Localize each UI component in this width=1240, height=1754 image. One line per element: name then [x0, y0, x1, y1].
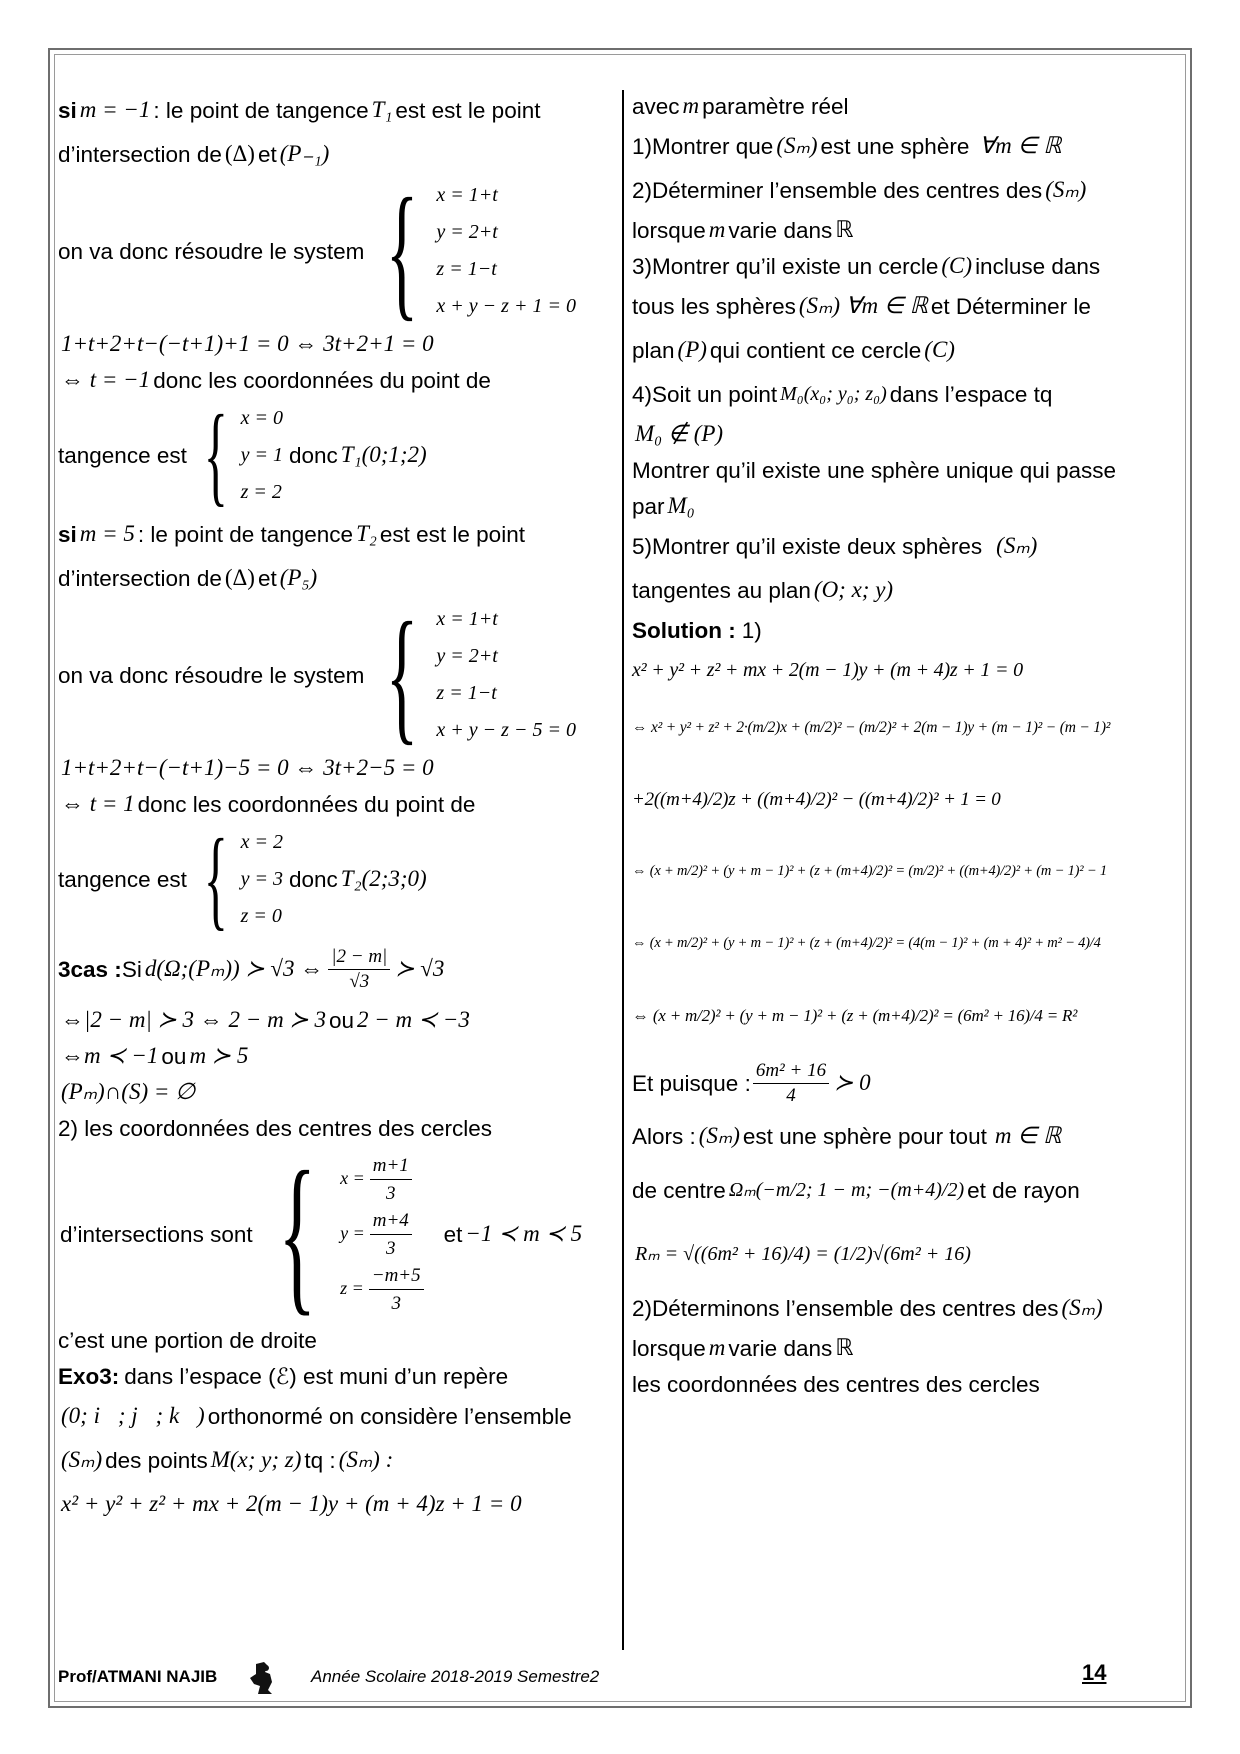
- r-line-2: 1)Montrer que (Sₘ) est une sphère ∀m ∈ ℝ: [632, 133, 1062, 159]
- r-line-10: Montrer qu’il existe une sphère unique qui passe: [632, 457, 1117, 483]
- r-lors-line: lorsque m varie dans ℝ: [632, 1335, 854, 1361]
- coords-line: 2) les coordonnées des centres des cercles: [58, 1115, 492, 1141]
- r-det-line: 2)Déterminons l’ensemble des centres des (Sₘ): [632, 1295, 1103, 1321]
- r-last-line: les coordonnées des centres des cercles: [632, 1371, 1040, 1397]
- line-intersection-2: d’intersection de (Δ) et (P₅): [58, 565, 318, 591]
- equation-3: 1+t+2+t−(−t+1)−5 = 0 ⇔ 3t+2−5 = 0: [61, 755, 434, 781]
- tangence-2: tangence est { x = 2 y = 3 z = 0 donc T₂(2;3;0): [58, 817, 427, 941]
- solution-eq-5: ⇔ (x + m/2)² + (y + m − 1)² + (z + (m+4)/2)² = (4(m − 1)² + (m + 4)² + m² − 4)/4: [632, 935, 1101, 952]
- centre-line: de centre Ωₘ(−m/2; 1 − m; −(m+4)/2) et de rayon: [632, 1177, 1080, 1203]
- r-line-6: tous les sphères (Sₘ) ∀m ∈ ℝ et Déterminer le: [632, 293, 1091, 319]
- equation-5: ⇔|2 − m| ≻ 3 ⇔ 2 − m ≻ 3 ou 2 − m ≺ −3: [61, 1007, 470, 1033]
- puisque-line: Et puisque : $\frac{\text{6m² + 16}}{4}$ ≻ 0: [632, 1059, 871, 1106]
- solution-eq-1: x² + y² + z² + mx + 2(m − 1)y + (m + 4)z + 1 = 0: [632, 659, 1023, 681]
- cas3-fraction: $\frac{|2 - m|}{√3}$: [328, 945, 390, 994]
- author-logo-icon: [246, 1660, 278, 1696]
- rayon-line: Rₘ = √((6m² + 16)/4) = (1/2)√(6m² + 16): [635, 1243, 971, 1265]
- portion-line: c’est une portion de droite: [58, 1327, 317, 1353]
- r-line-7: plan (P) qui contient ce cercle (C): [632, 337, 955, 363]
- equation-2: ⇔ t = −1 donc les coordonnées du point de: [61, 367, 491, 393]
- brace-icon: {: [203, 393, 228, 517]
- solution-eq-6: ⇔ (x + m/2)² + (y + m − 1)² + (z + (m+4)/2)² = (6m² + 16)/4 = R²: [632, 1005, 1078, 1025]
- column-divider: [622, 90, 624, 1650]
- exo3-line: Exo3: dans l’espace (ℰ) est muni d’un repère: [58, 1363, 509, 1389]
- footer-author: Prof/ATMANI NAJIB: [58, 1667, 218, 1686]
- system-1-rows: x = 1+t y = 2+t z = 1−t x + y − z + 1 = 0: [436, 184, 576, 317]
- line-intersection-1: d’intersection de (Δ) et (P₋₁): [58, 141, 330, 167]
- solution-line: Solution : 1): [632, 617, 762, 643]
- r-line-9: M₀ ∉ (P): [635, 421, 724, 447]
- repere-line: (0; i⃗; j⃗; k⃗) orthonormé on considère l’ensemble: [61, 1403, 572, 1429]
- system-2: on va donc résoudre le system { x = 1+t y = 2+t z = 1−t x + y − z − 5 = 0: [58, 592, 576, 758]
- solution-eq-3: +2((m+4)/2)z + ((m+4)/2)² − ((m+4)/2)² + 1 = 0: [632, 788, 1001, 810]
- page-number: 14: [1082, 1660, 1107, 1685]
- system-2-rows: x = 1+t y = 2+t z = 1−t x + y − z − 5 = 0: [436, 608, 576, 741]
- brace-icon: {: [277, 1136, 316, 1331]
- tangence-2-rows: x = 2 y = 3 z = 0: [240, 830, 283, 927]
- footer-year: Année Scolaire 2018-2019 Semestre2: [311, 1667, 600, 1686]
- r-line-4: lorsque m varie dans ℝ: [632, 217, 854, 243]
- solution-eq-4: ⇔ (x + m/2)² + (y + m − 1)² + (z + (m+4)/2)² = (m/2)² + ((m+4)/2)² + (m − 1)² − 1: [632, 863, 1107, 880]
- r-line-1: avec m paramètre réel: [632, 93, 849, 119]
- brace-icon: {: [386, 168, 419, 334]
- equation-1: 1+t+2+t−(−t+1)+1 = 0 ⇔ 3t+2+1 = 0: [61, 331, 434, 357]
- alors-line: Alors : (Sₘ) est une sphère pour tout m ∈ ℝ: [632, 1123, 1062, 1149]
- solution-eq-2: ⇔ x² + y² + z² + 2·(m/2)x + (m/2)² − (m/2)² + 2(m − 1)y + (m − 1)² − (m − 1)²: [632, 718, 1111, 736]
- r-line-11: par M₀: [632, 493, 695, 519]
- tangence-1-system: [189, 393, 283, 517]
- intersection-rows: [337, 1152, 426, 1317]
- fraction: $\frac{m+1}{3}$: [370, 1152, 412, 1207]
- puisque-fraction: $\frac{\text{6m² + 16}}{4}$: [753, 1059, 829, 1108]
- tangence-1: tangence est { x = 0 y = 1 z = 2 donc T₁(0;1;2): [58, 393, 427, 517]
- system-1: on va donc résoudre le system { x = 1+t y = 2+t z = 1−t x + y − z + 1 = 0: [58, 168, 576, 334]
- system-1-brace-group: [366, 168, 576, 334]
- intersection-system: d’intersections sont { x = $\frac{m+1}{3}$ y = $\frac{m+4}{3}$ z = $\frac{-m+5}{3}$ et −1 ≺ m ≺ 5: [60, 1136, 583, 1331]
- line-si-m-1: si m = −1 : le point de tangence T₁ est est le point: [58, 97, 541, 123]
- equation-7: (Pₘ)∩(S) = ∅: [61, 1079, 196, 1105]
- cas3-line: 3cas : Si d(Ω;(Pₘ)) ≻ √3 ⇔ $\frac{|2 - m|}{√3}$ ≻ √3: [58, 945, 445, 992]
- fraction: $\frac{m+4}{3}$: [370, 1207, 412, 1262]
- r-line-5: 3)Montrer qu’il existe un cercle (C) incluse dans: [632, 253, 1101, 279]
- intersection-row-x: x = $\frac{m+1}{3}$: [337, 1152, 426, 1207]
- ensemble-line: (Sₘ) des points M(x; y; z) tq : (Sₘ) :: [61, 1447, 394, 1473]
- brace-icon: {: [203, 817, 228, 941]
- fraction: $\frac{-m+5}{3}$: [369, 1262, 424, 1317]
- tangence-1-rows: x = 0 y = 1 z = 2: [240, 406, 283, 503]
- line-si-m5: si m = 5 : le point de tangence T₂ est est le point: [58, 521, 525, 547]
- intersection-row-y: y = $\frac{m+4}{3}$: [337, 1207, 426, 1262]
- left-column: [58, 88, 618, 1526]
- r-line-3: 2)Déterminer l’ensemble des centres des (Sₘ): [632, 177, 1087, 203]
- r-line-13: tangentes au plan (O; x; y): [632, 577, 894, 603]
- system-2-brace-group: [366, 592, 576, 758]
- intersection-row-z: z = $\frac{-m+5}{3}$: [337, 1262, 426, 1317]
- equation-final: x² + y² + z² + mx + 2(m − 1)y + (m + 4)z + 1 = 0: [61, 1491, 522, 1517]
- intersection-system-group: [255, 1136, 426, 1331]
- equation-6: ⇔m ≺ −1 ou m ≻ 5: [61, 1043, 249, 1069]
- r-line-12: 5)Montrer qu’il existe deux sphères (Sₘ): [632, 533, 1038, 559]
- equation-4: ⇔ t = 1 donc les coordonnées du point de: [61, 791, 476, 817]
- brace-icon: {: [386, 592, 419, 758]
- r-line-8: 4)Soit un point M₀(x₀; y₀; z₀) dans l’espace tq: [632, 381, 1053, 407]
- tangence-2-system: [189, 817, 283, 941]
- right-column: [632, 88, 1184, 1402]
